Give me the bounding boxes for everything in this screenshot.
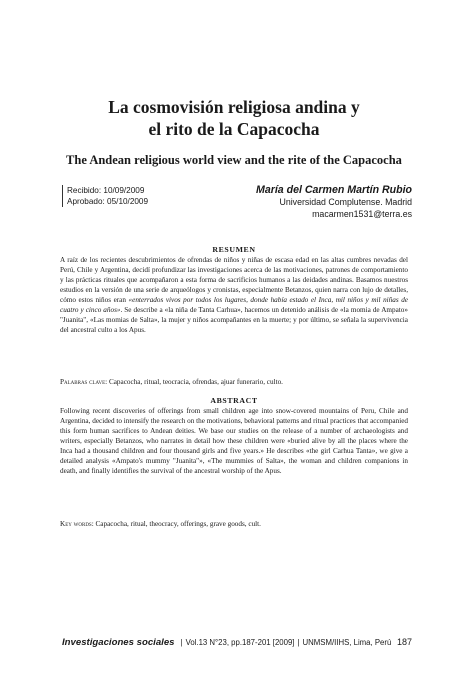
resumen-quote: «enterrados vivos por todos los lugares, donde había estado el Inca, mil niños y mil niñas de cuatro y cinco años» [60, 295, 408, 314]
abstract-heading: ABSTRACT [210, 396, 258, 405]
journal-name: Investigaciones sociales [62, 636, 175, 648]
resumen-heading: RESUMEN [212, 245, 256, 254]
page-footer [62, 635, 412, 649]
footer-separator: | [180, 637, 183, 647]
page-title [60, 96, 408, 140]
journal-issn: UNMSM/IIHS, Lima, Perú [302, 637, 392, 647]
resumen-text [60, 256, 408, 336]
resumen-keywords-list: Capacocha, ritual, teocracia, ofrendas, ajuar funerario, culto. [108, 378, 283, 386]
resumen-text-part-2: . Se describe a «la niña de Tanta Carhua», hacemos un detenido análisis de «la momia de Ampato» "Juanita", «Las momias de Salta», la mujer y niños acompañantes en la muerte; y por último, se señala la supervivencia del ancestral culto a los Apus. [60, 305, 408, 334]
abstract-keywords-list: Capacocha, ritual, theocracy, offerings, grave goods, cult. [95, 520, 261, 528]
author-name: María del Carmen Martín Rubio [256, 184, 412, 196]
resumen-keywords [60, 378, 408, 388]
footer-separator: | [297, 637, 300, 647]
author-affiliation: Universidad Complutense. Madrid [279, 197, 412, 207]
title-line-1: La cosmovisión religiosa andina y [108, 97, 360, 117]
page-subtitle: The Andean religious world view and the rite of the Capacocha [66, 153, 402, 167]
approved-date: Aprobado: 05/10/2009 [67, 197, 149, 206]
abstract-keywords [60, 520, 408, 530]
title-line-2: el rito de la Capacocha [148, 119, 320, 139]
page-number: 187 [396, 637, 412, 647]
dates-block [62, 185, 163, 207]
author-block [182, 184, 412, 220]
resumen-keywords-label: Palabras clave: [60, 378, 108, 386]
abstract-keywords-label: Key words: [60, 520, 94, 528]
journal-volume: Vol.13 N°23, pp.187-201 [2009] [185, 637, 295, 647]
received-date: Recibido: 10/09/2009 [67, 186, 145, 195]
resumen-text-part-1: A raíz de los recientes descubrimientos de ofrendas de niños y niñas de escasa edad en las altas cumbres nevadas del Perú, Chile y Argentina, decidí profundizar las investigaciones acerca de las motivaciones, patrones de comportamiento y las prácticas rituales que acompañaron a esta forma de sacrificios humanos a las deidades andinas. Basamos nuestros estudios en la versión de una serie de arqueólogos y cronistas, especialmente Betanzos, quien narra con lujo de detalles, cómo estos niños eran [60, 256, 408, 304]
author-email: macarmen1531@terra.es [312, 208, 412, 219]
abstract-text: Following recent discoveries of offerings from small children age into snow-covered mountains of Peru, Chile and Argentina, decided to intensify the research on the motivations, behavioral patterns and ritual practices that accompanied this form human sacrifices to Andean deities. We base our studies on the release of a number of archaeologists and writers, especially Betanzos, who narrates in detail how these children were «buried alive by all the places where the Inca had a thousand children and four thousand girls and five years.» He describes «the girl Carhua Tanta», we give a detailed analysis «Ampato's mummy "Juanita"», «The mummies of Salta», the woman and children companions in death, and finally identifies the survival of the ancestral worship of the Apus. [60, 407, 408, 475]
